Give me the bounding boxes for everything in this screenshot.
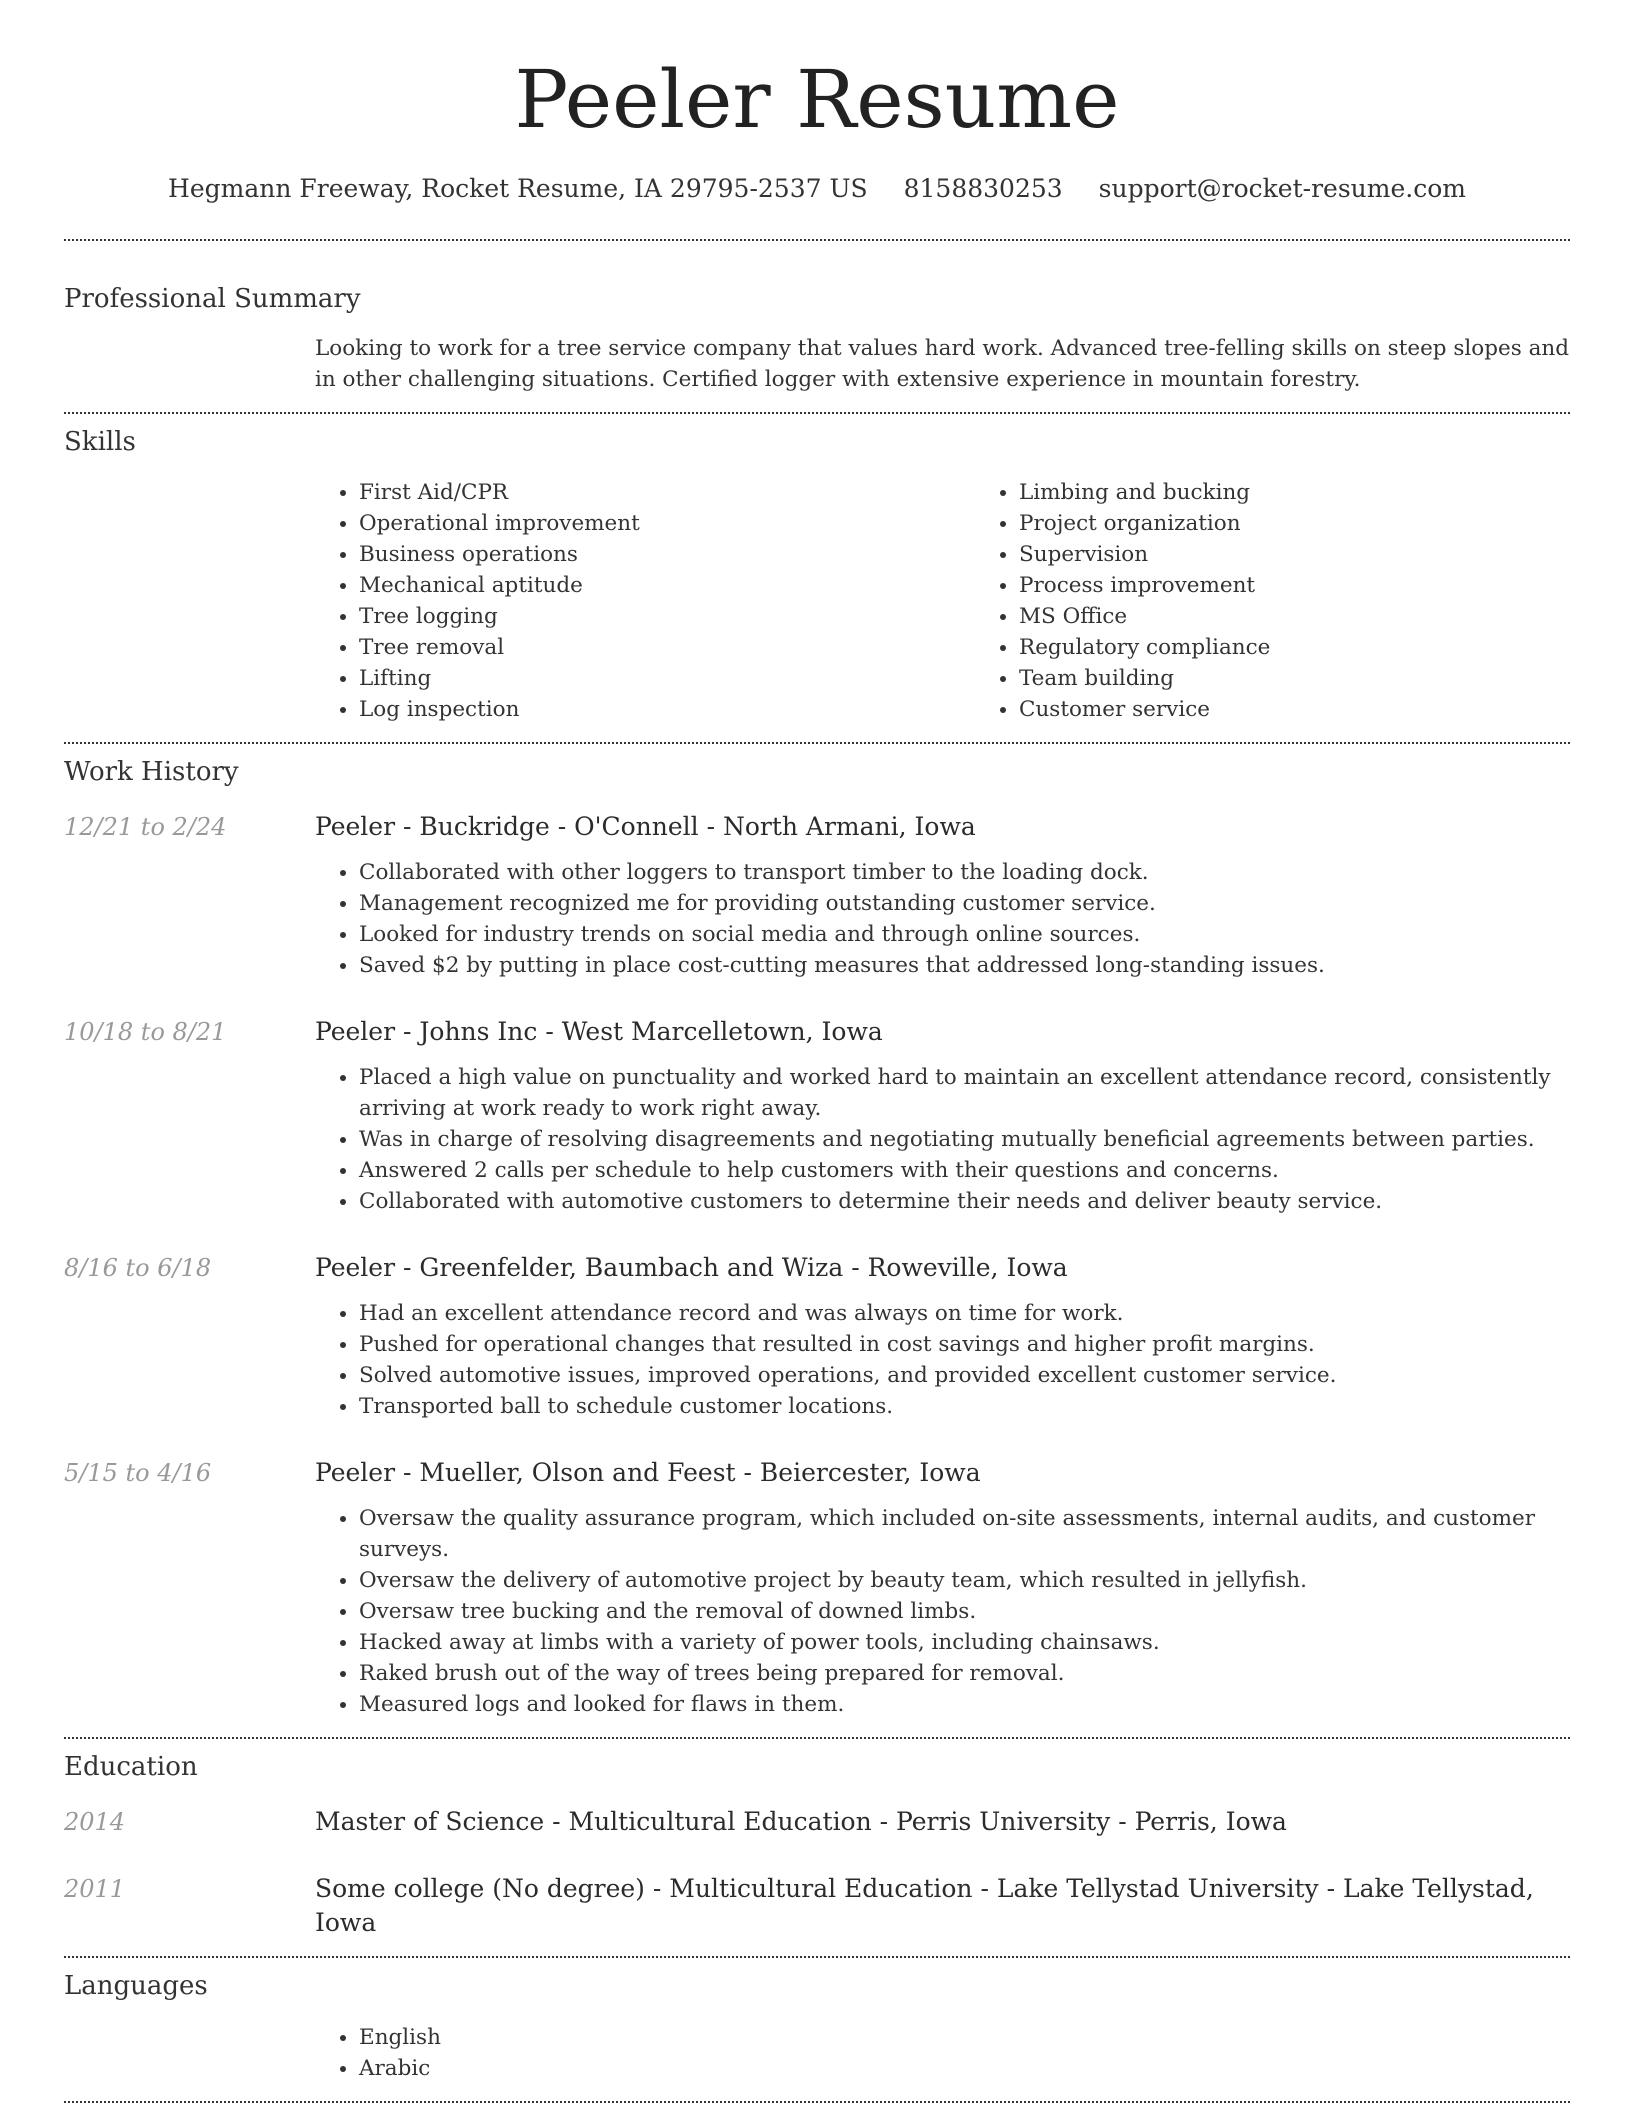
- job-bullet: • Measured logs and looked for flaws in them.: [359, 1689, 1570, 1720]
- skill-item: • Process improvement: [1019, 570, 1632, 601]
- job-bullet: • Management recognized me for providing outstanding customer service.: [359, 888, 1570, 919]
- contact-address: Hegmann Freeway, Rocket Resume, IA 29795-2537 US: [168, 174, 868, 203]
- job-title: Peeler - Greenfelder, Baumbach and Wiza - Roweville, Iowa: [315, 1253, 1068, 1282]
- job-bullet: • Transported ball to schedule customer locations.: [359, 1391, 1570, 1422]
- job-bullets: [315, 857, 1570, 981]
- education-title: Master of Science - Multicultural Education - Perris University - Perris, Iowa: [315, 1807, 1287, 1836]
- languages-list: [315, 2022, 1570, 2084]
- language-item: • Arabic: [359, 2053, 1570, 2084]
- divider: [64, 412, 1570, 414]
- job-bullet: • Raked brush out of the way of trees being prepared for removal.: [359, 1658, 1570, 1689]
- job-entry: [64, 1015, 1570, 1217]
- job-title: Peeler - Mueller, Olson and Feest - Beiercester, Iowa: [315, 1458, 981, 1487]
- job-bullet: • Was in charge of resolving disagreements and negotiating mutually beneficial agreements between parties.: [359, 1124, 1570, 1155]
- skills-section: [64, 477, 1570, 725]
- skill-item: • Business operations: [359, 539, 975, 570]
- job-bullets: [315, 1062, 1570, 1217]
- education-entry: [64, 1872, 1570, 1940]
- skills-heading: Skills: [64, 427, 136, 457]
- job-entry: [64, 1251, 1570, 1422]
- summary-section: [64, 333, 1570, 395]
- job-bullet: • Collaborated with other loggers to transport timber to the loading dock.: [359, 857, 1570, 888]
- job-entry: [64, 810, 1570, 981]
- job-bullet: • Hacked away at limbs with a variety of power tools, including chainsaws.: [359, 1627, 1570, 1658]
- resume-page: [64, 0, 1570, 2103]
- contact-email: support@rocket-resume.com: [1098, 174, 1466, 203]
- summary-text: Looking to work for a tree service company that values hard work. Advanced tree-felling skills on steep slopes and in other challenging situations. Certified logger with extensive experience in mountain forestry.: [315, 336, 1570, 392]
- work-heading: Work History: [64, 757, 239, 787]
- job-dates: 12/21 to 2/24: [64, 813, 227, 841]
- skill-item: • Customer service: [1019, 694, 1632, 725]
- skill-item: • Supervision: [1019, 539, 1632, 570]
- divider: [64, 1956, 1570, 1958]
- education-heading: Education: [64, 1752, 198, 1782]
- job-bullet: • Had an excellent attendance record and was always on time for work.: [359, 1298, 1570, 1329]
- job-bullet: • Oversaw the delivery of automotive project by beauty team, which resulted in jellyfish.: [359, 1565, 1570, 1596]
- divider: [64, 239, 1570, 241]
- job-title: Peeler - Buckridge - O'Connell - North Armani, Iowa: [315, 812, 976, 841]
- summary-heading: Professional Summary: [64, 284, 361, 314]
- education-year: 2014: [64, 1808, 126, 1836]
- job-bullet: • Oversaw tree bucking and the removal of downed limbs.: [359, 1596, 1570, 1627]
- job-bullet: • Oversaw the quality assurance program, which included on-site assessments, internal audits, and customer surveys.: [359, 1503, 1570, 1565]
- divider: [64, 2101, 1570, 2103]
- skill-item: • Regulatory compliance: [1019, 632, 1632, 663]
- education-title: Some college (No degree) - Multicultural Education - Lake Tellystad University - Lake Tellystad, Iowa: [315, 1874, 1534, 1937]
- job-bullet: • Saved $2 by putting in place cost-cutting measures that addressed long-standing issues.: [359, 950, 1570, 981]
- skill-item: • MS Office: [1019, 601, 1632, 632]
- skill-item: • Team building: [1019, 663, 1632, 694]
- job-bullet: • Pushed for operational changes that resulted in cost savings and higher profit margins.: [359, 1329, 1570, 1360]
- skill-item: • Tree logging: [359, 601, 975, 632]
- job-bullet: • Solved automotive issues, improved operations, and provided excellent customer service.: [359, 1360, 1570, 1391]
- skills-list-right: [975, 477, 1632, 725]
- divider: [64, 1737, 1570, 1739]
- divider: [64, 742, 1570, 744]
- skill-item: • Limbing and bucking: [1019, 477, 1632, 508]
- contact-line: [64, 172, 1570, 206]
- skill-item: • Mechanical aptitude: [359, 570, 975, 601]
- job-bullet: • Looked for industry trends on social media and through online sources.: [359, 919, 1570, 950]
- job-bullets: [315, 1503, 1570, 1720]
- education-entry: [64, 1805, 1570, 1839]
- job-bullets: [315, 1298, 1570, 1422]
- job-dates: 8/16 to 6/18: [64, 1254, 212, 1282]
- job-bullet: • Answered 2 calls per schedule to help customers with their questions and concerns.: [359, 1155, 1570, 1186]
- skill-item: • First Aid/CPR: [359, 477, 975, 508]
- resume-name: Peeler Resume: [514, 53, 1120, 146]
- education-year: 2011: [64, 1875, 126, 1903]
- skill-item: • Operational improvement: [359, 508, 975, 539]
- languages-heading: Languages: [64, 1971, 208, 2001]
- skill-item: • Tree removal: [359, 632, 975, 663]
- job-dates: 10/18 to 8/21: [64, 1018, 227, 1046]
- job-dates: 5/15 to 4/16: [64, 1459, 212, 1487]
- contact-phone: 8158830253: [903, 174, 1063, 203]
- language-item: • English: [359, 2022, 1570, 2053]
- skill-item: • Project organization: [1019, 508, 1632, 539]
- skills-list-left: [315, 477, 975, 725]
- job-entry: [64, 1456, 1570, 1720]
- job-bullet: • Collaborated with automotive customers to determine their needs and deliver beauty service.: [359, 1186, 1570, 1217]
- skill-item: • Log inspection: [359, 694, 975, 725]
- languages-section: [64, 2022, 1570, 2084]
- skill-item: • Lifting: [359, 663, 975, 694]
- job-title: Peeler - Johns Inc - West Marcelletown, Iowa: [315, 1017, 883, 1046]
- job-bullet: • Placed a high value on punctuality and worked hard to maintain an excellent attendance record, consistently arriving at work ready to work right away.: [359, 1062, 1570, 1124]
